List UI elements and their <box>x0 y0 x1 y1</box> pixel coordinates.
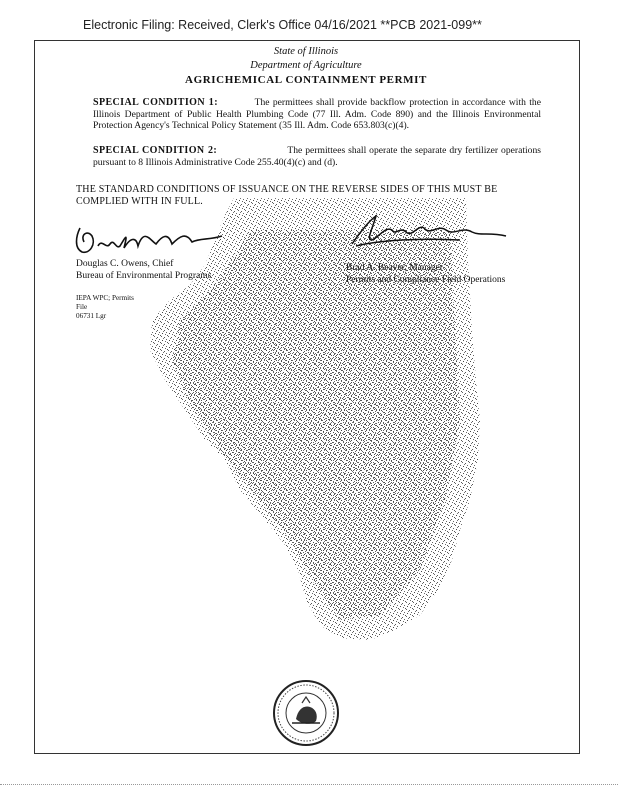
standard-conditions-notice: THE STANDARD CONDITIONS OF ISSUANCE ON THE REVERSE SIDES OF THIS MUST BE COMPLIED WITH IN FULL. <box>76 184 498 207</box>
page-bottom-edge <box>0 784 618 785</box>
permit-title: AGRICHEMICAL CONTAINMENT PERMIT <box>185 74 427 86</box>
electronic-filing-stamp: Electronic Filing: Received, Clerk's Office 04/16/2021 **PCB 2021-099** <box>83 18 482 32</box>
signatory-beaver <box>346 262 505 286</box>
signatory-title: Permits and Compliance Field Operations <box>346 275 506 285</box>
condition-text: The permittees shall operate the separate dry fertilizer operations pursuant to 8 Illinois Administrative Code 255.40(4)(c) and (d). <box>93 145 541 168</box>
signature-beaver <box>352 216 506 246</box>
state-seal-icon <box>272 679 340 747</box>
cc-line: IEPA WPC; Permits <box>76 294 134 302</box>
cc-line: File <box>76 303 88 311</box>
signatory-name: Brad A. Beaver, Manager <box>346 263 443 273</box>
condition-label: SPECIAL CONDITION 2: <box>93 145 218 156</box>
signatory-title: Bureau of Environmental Programs <box>76 271 212 281</box>
signatory-owens <box>76 258 211 282</box>
condition-text: The permittees shall provide backflow protection in accordance with the Illinois Department of Public Health Plumbing Code (77 Ill. Adm. Code 890) and the Illinois Environmental Protection Agency's Technical Policy Statement (35 Ill. Adm. Code 653.803(c)(4). <box>93 97 541 131</box>
cc-line: 06731 Lgr <box>76 312 107 320</box>
cc-list <box>76 294 134 321</box>
signature-owens <box>77 228 223 252</box>
department-name: Department of Agriculture <box>250 60 362 71</box>
condition-label: SPECIAL CONDITION 1: <box>93 97 218 108</box>
signatory-name: Douglas C. Owens, Chief <box>76 259 174 269</box>
state-name: State of Illinois <box>273 46 339 57</box>
